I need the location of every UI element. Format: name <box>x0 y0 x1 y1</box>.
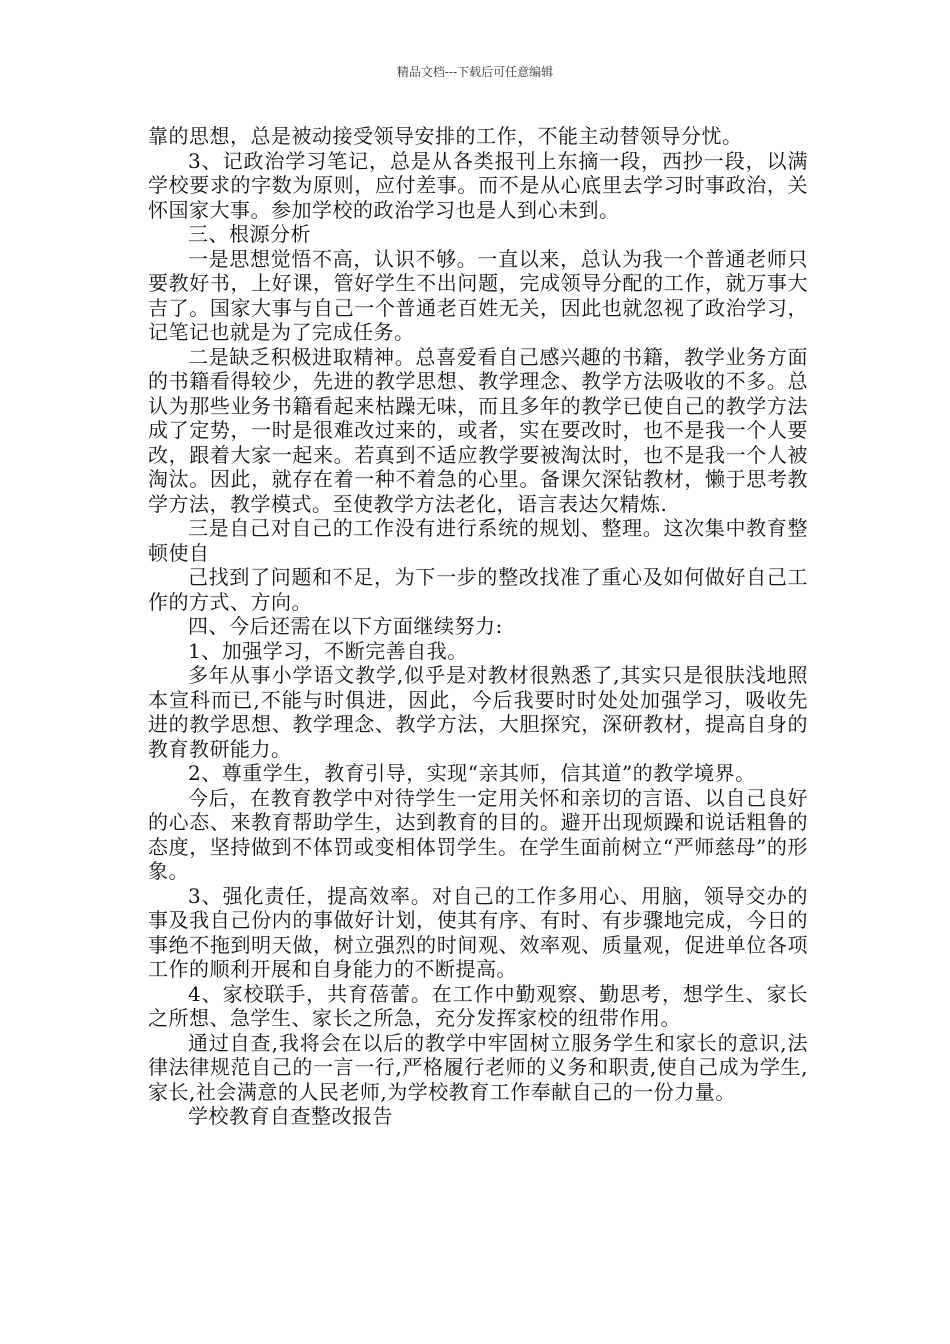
paragraph-10: 多年从事小学语文教学,似乎是对教材很熟悉了,其实只是很肤浅地照本宣科而已,不能与时俱进，因此，今后我要时时处处加强学习，吸收先进的教学思想、教学理念、教学方法，大胆探究，深研教材，提高自身的教育教研能力。 <box>148 663 808 761</box>
paragraph-1: 靠的思想，总是被动接受领导安排的工作，不能主动替领导分忧。 <box>148 124 743 148</box>
paragraph-7: 己找到了问题和不足，为下一步的整改找准了重心及如何做好自己工作的方式、方向。 <box>148 565 808 614</box>
report-title: 学校教育自查整改报告 <box>188 1104 393 1128</box>
section-heading-root-cause: 三、根源分析 <box>188 222 311 246</box>
paragraph-6: 三是自己对自己的工作没有进行系统的规划、整理。这次集中教育整顿使自 <box>148 516 808 565</box>
paragraph-5: 二是缺乏积极进取精神。总喜爱看自己感兴趣的书籍，教学业务方面的书籍看得较少，先进的教学思想、教学理念、教学方法吸收的不多。总认为那些业务书籍看起来枯躁无味，而且多年的教学已使自己的教学方法成了定势，一时是很难改过来的，或者，实在要改时，也不是我一个人要改，跟着大家一起来。若真到不适应教学要被淘汰时，也不是我一个人被淘汰。因此，就存在着一种不着急的心里。备课欠深钻教材，懒于思考教学方法，教学模式。至使教学方法老化，语言表达欠精炼. <box>148 344 808 516</box>
document-body <box>148 124 808 1129</box>
section-heading-future-efforts: 四、今后还需在以下方面继续努力: <box>188 614 503 638</box>
item-3: 3、强化责任，提高效率。对自己的工作多用心、用脑，领导交办的事及我自己份内的事做好计划，使其有序、有时、有步骤地完成，今日的事绝不拖到明天做，树立强烈的时间观、效率观、质量观，促进单位各项工作的顺利开展和自身能力的不断提高。 <box>148 883 808 981</box>
paragraph-15: 通过自查,我将会在以后的教学中牢固树立服务学生和家长的意识,法律法律规范自己的一言一行,严格履行老师的义务和职责,使自己成为学生,家长,社会满意的人民老师,为学校教育工作奉献自己的一份力量。 <box>148 1030 808 1104</box>
paragraph-4: 一是思想觉悟不高，认识不够。一直以来，总认为我一个普通老师只要教好书，上好课，管好学生不出问题，完成领导分配的工作，就万事大吉了。国家大事与自己一个普通老百姓无关，因此也就忽视了政治学习，记笔记也就是为了完成任务。 <box>148 246 808 344</box>
item-heading-2: 2、尊重学生，教育引导，实现“亲其师，信其道”的教学境界。 <box>188 761 756 785</box>
item-heading-1: 1、加强学习，不断完善自我。 <box>188 638 468 663</box>
paragraph-12: 今后，在教育教学中对待学生一定用关怀和亲切的言语、以自己良好的心态、来教育帮助学生，达到教育的目的。避开出现烦躁和说话粗鲁的态度，坚持做到不体罚或变相体罚学生。在学生面前树立“严师慈母”的形象。 <box>148 785 808 883</box>
paragraph-2: 3、记政治学习笔记，总是从各类报刊上东摘一段，西抄一段，以满学校要求的字数为原则，应付差事。而不是从心底里去学习时事政治，关怀国家大事。参加学校的政治学习也是人到心未到。 <box>148 148 808 222</box>
page-header: 精品文档---下载后可任意编辑 <box>396 65 554 79</box>
item-4: 4、家校联手，共育蓓蕾。在工作中勤观察、勤思考，想学生、家长之所想、急学生、家长之所急，充分发挥家校的纽带作用。 <box>148 981 808 1030</box>
